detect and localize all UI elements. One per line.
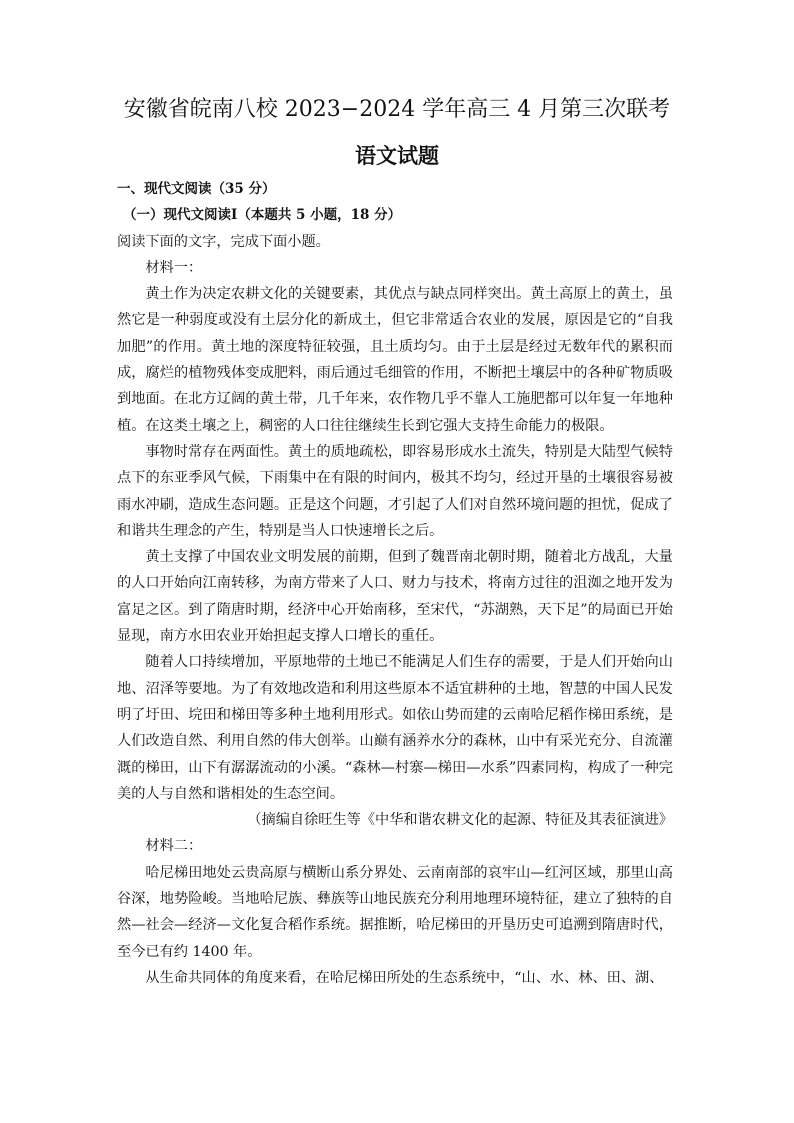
material2-paragraph: 从生命共同体的角度来看，在哈尼梯田所处的生态系统中，“山、水、林、田、湖、	[145, 969, 664, 986]
document-body	[117, 176, 673, 991]
material1-paragraph: 黄土支撑了中国农业文明发展的前期，但到了魏晋南北朝时期，随着北方战乱，大量的人口开始向江南转移，为南方带来了人口、财力与技术，将南方过往的沮洳之地开发为富足之区。到了隋唐时期，经济中心开始南移，至宋代，“苏湖熟，天下足”的局面已开始显现，南方水田农业开始担起支撑人口增长的重任。	[117, 549, 673, 645]
material1-paragraph: 黄土作为决定农耕文化的关键要素，其优点与缺点同样突出。黄土高原上的黄土，虽然它是一种弱度或没有土层分化的新成土，但它非常适合农业的发展，原因是它的“自我加肥”的作用。黄土地的深度特征较强，且土质均匀。由于土层是经过无数年代的累积而成，腐烂的植物残体变成肥料，雨后通过毛细管的作用，不断把土壤层中的各种矿物质吸到地面。在北方辽阔的黄土带，几千年来，农作物几乎不靠人工施肥都可以年复一年地种植。在这类土壤之上，稠密的人口往往继续生长到它强大支持生命能力的极限。	[117, 286, 673, 434]
material1-paragraph: 随着人口持续增加，平原地带的土地已不能满足人们生存的需要，于是人们开始向山地、沼泽等要地。为了有效地改造和利用这些原本不适宜耕种的土地，智慧的中国人民发明了圩田、垸田和梯田等多种土地利用形式。如依山势而建的云南哈尼稻作梯田系统，是人们改造自然、利用自然的伟大创举。山巅有涵养水分的森林，山中有采光充分、自流灌溉的梯田，山下有潺潺流动的小溪。“森林—村寨—梯田—水系”四素同构，构成了一种完美的人与自然和谐相处的生态空间。	[117, 654, 673, 802]
material1-paragraph: 事物时常存在两面性。黄土的质地疏松，即容易形成水土流失，特别是大陆型气候特点下的东亚季风气候，下雨集中在有限的时间内，极其不均匀，经过开垦的土壤很容易被雨水冲刷，造成生态问题。正是这个问题，才引起了人们对自然环境问题的担忧，促成了和谐共生理念的产生，特别是当人口快速增长之后。	[117, 443, 673, 539]
section-heading: 一、现代文阅读（35 分）	[117, 181, 276, 197]
material1-label: 材料一：	[145, 259, 203, 276]
instruction-text: 阅读下面的文字，完成下面小题。	[117, 233, 330, 250]
document-subtitle: 语文试题	[355, 143, 439, 168]
material1-source: （摘编自徐旺生等《中华和谐农耕文化的起源、特征及其表征演进》	[247, 812, 673, 829]
material2-paragraph: 哈尼梯田地处云贵高原与横断山系分界处、云南南部的哀牢山—红河区域，那里山高谷深，地势险峻。当地哈尼族、彝族等山地民族充分利用地理环境特征，建立了独特的自然—社会—经济—文化复合稻作系统。据推断，哈尼梯田的开垦历史可追溯到隋唐时代，至今已有约 1400 年。	[117, 864, 673, 960]
document-title: 安徽省皖南八校 2023−2024 学年高三 4 月第三次联考	[123, 97, 671, 122]
material2-label: 材料二：	[145, 838, 203, 855]
section-subheading: （一）现代文阅读Ⅰ（本题共 5 小题，18 分）	[123, 207, 402, 224]
